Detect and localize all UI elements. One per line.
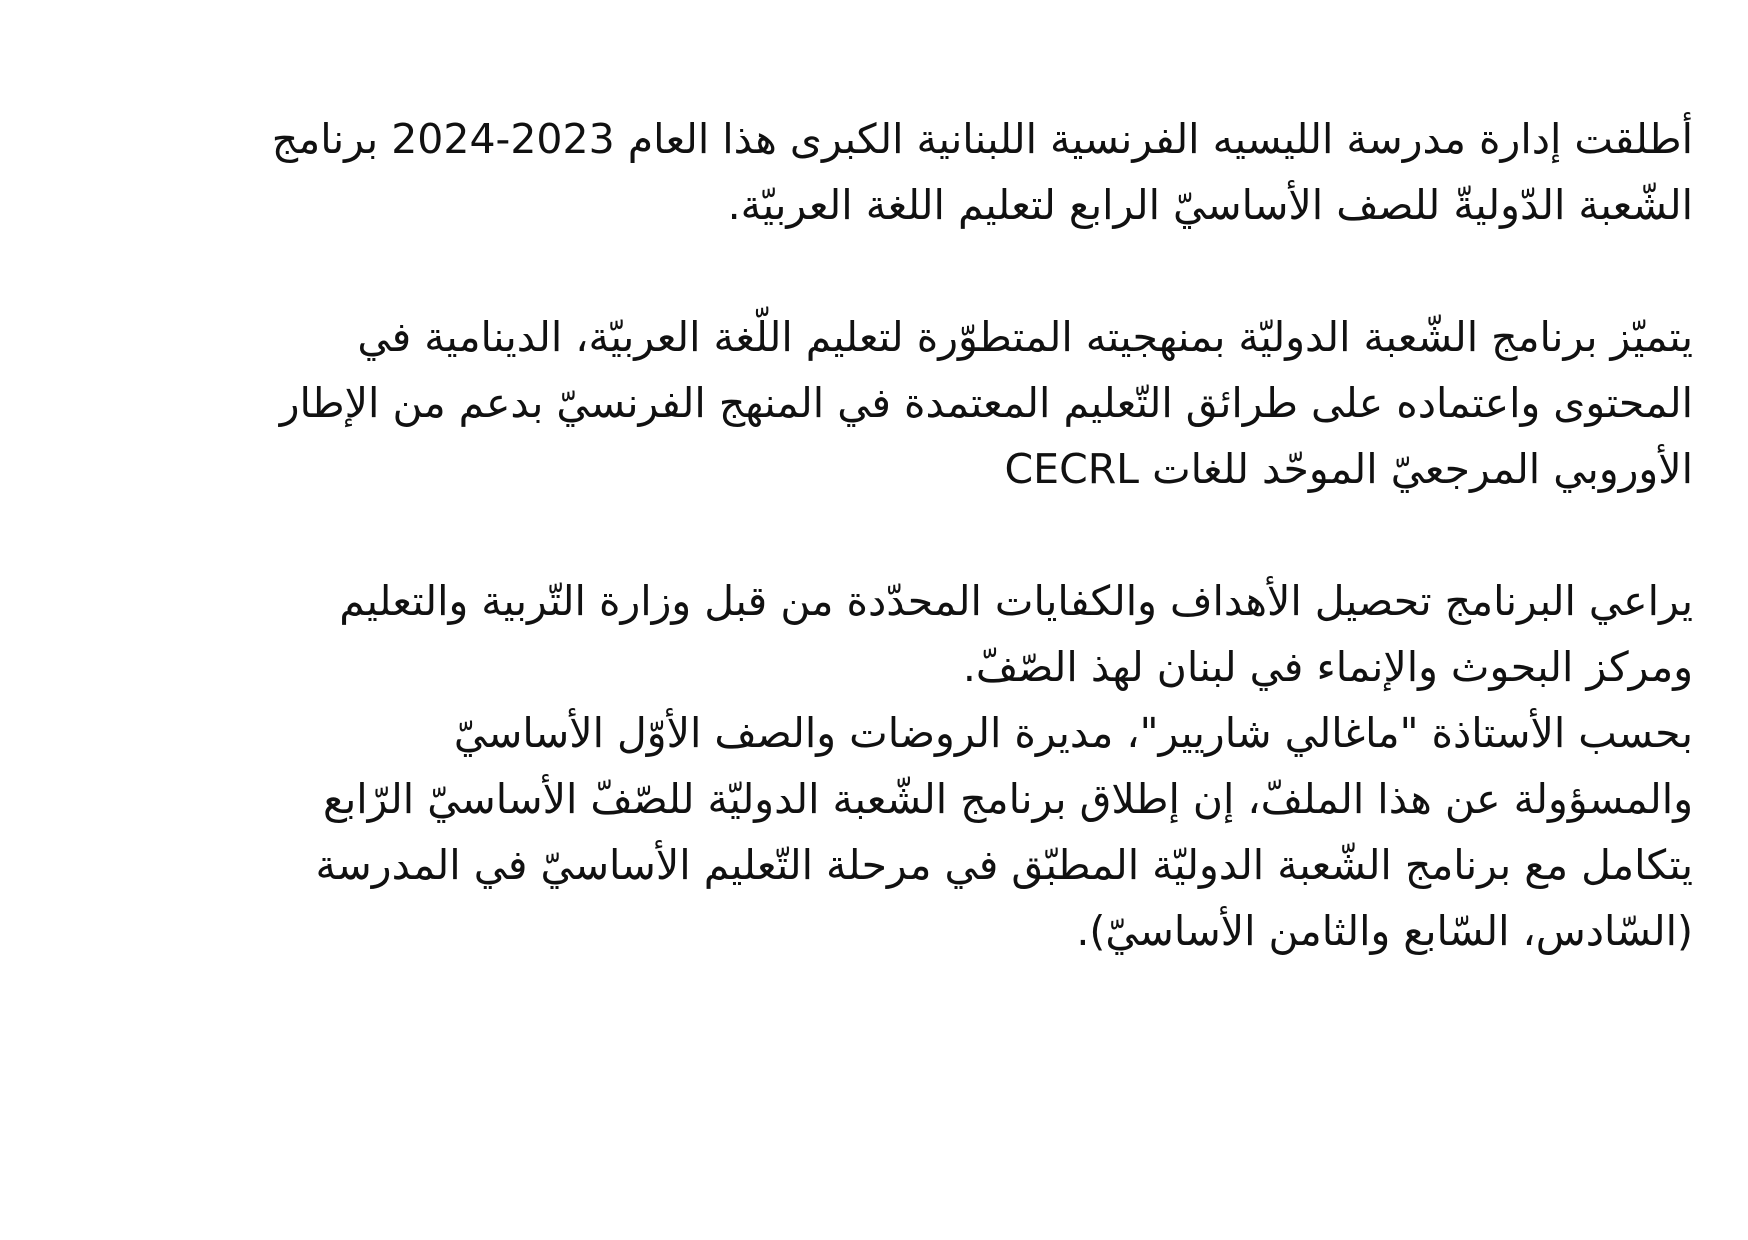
paragraph-announcement [60,106,1693,238]
paragraph-methodology [60,304,1693,502]
text-line: (السّادس، السّابع والثامن الأساسيّ). [1076,907,1693,955]
document-body [60,106,1693,964]
text-line: المحتوى واعتماده على طرائق التّعليم المعتمدة في المنهج الفرنسيّ بدعم من الإطار [279,379,1693,427]
paragraph-spacer [60,238,1693,304]
text-line: يراعي البرنامج تحصيل الأهداف والكفايات المحدّدة من قبل وزارة التّربية والتعليم [339,577,1693,625]
paragraph-objectives [60,568,1693,964]
text-line: يتميّز برنامج الشّعبة الدوليّة بمنهجيته المتطوّرة لتعليم اللّغة العربيّة، الدينامية في [357,313,1693,361]
paragraph-spacer [60,502,1693,568]
text-line: والمسؤولة عن هذا الملفّ، إن إطلاق برنامج الشّعبة الدوليّة للصّفّ الأساسيّ الرّابع [323,775,1693,823]
text-line: يتكامل مع برنامج الشّعبة الدوليّة المطبّق في مرحلة التّعليم الأساسيّ في المدرسة [315,841,1693,889]
text-line: أطلقت إدارة مدرسة الليسيه الفرنسية اللبنانية الكبرى هذا العام 2023-2024 برنامج [271,115,1693,163]
text-line: بحسب الأستاذة "ماغالي شاريير"، مديرة الروضات والصف الأوّل الأساسيّ [453,709,1693,757]
text-line: ومركز البحوث والإنماء في لبنان لهذ الصّفّ. [962,643,1693,691]
text-line: الشّعبة الدّوليةّ للصف الأساسيّ الرابع لتعليم اللغة العربيّة. [727,181,1693,229]
text-line: الأوروبي المرجعيّ الموحّد للغات CECRL [1004,445,1693,493]
